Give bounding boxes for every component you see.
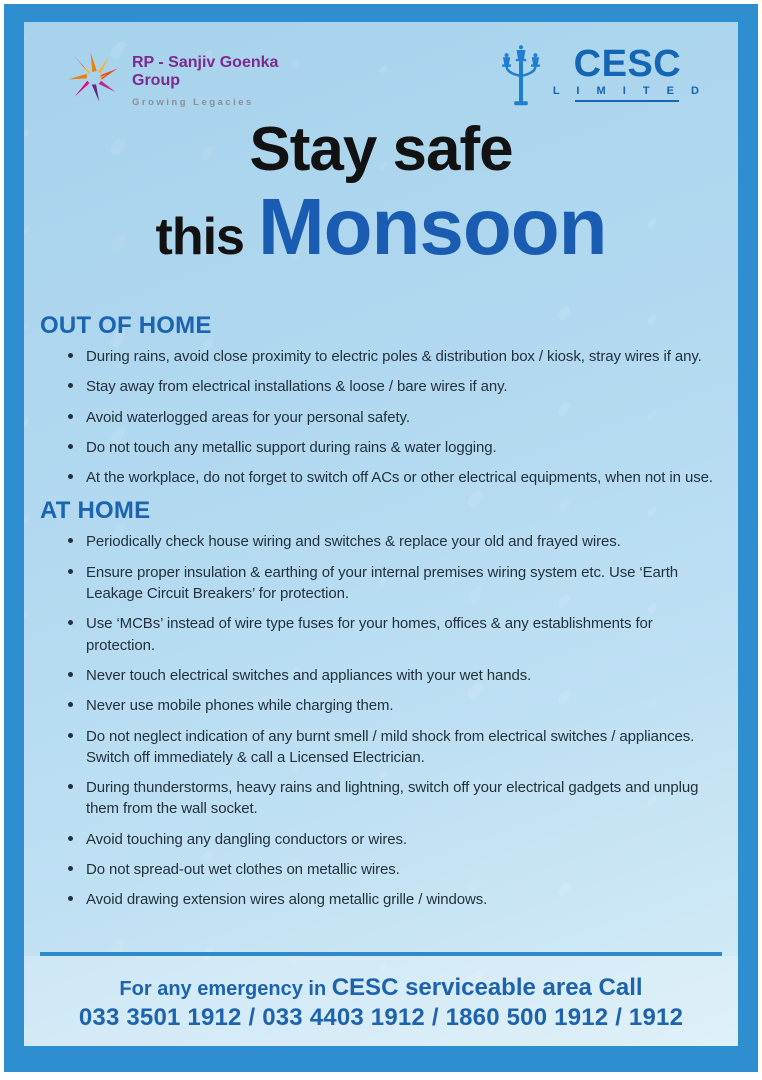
list-item: Avoid drawing extension wires along metallic grille / windows. bbox=[40, 889, 724, 910]
title-line2 bbox=[24, 181, 738, 273]
out-of-home-list bbox=[40, 346, 724, 488]
rpsg-tagline: Growing Legacies bbox=[132, 96, 254, 108]
cesc-logo-text bbox=[549, 44, 706, 102]
title-this: this bbox=[155, 208, 244, 266]
cesc-wordmark: CESC bbox=[573, 43, 682, 85]
raindrop-icon bbox=[24, 417, 31, 427]
list-item: Periodically check house wiring and switches & replace your old and frayed wires. bbox=[40, 531, 724, 552]
at-home-list bbox=[40, 531, 724, 910]
section-heading-out-of-home: OUT OF HOME bbox=[40, 312, 212, 339]
footer-divider bbox=[40, 952, 722, 956]
cesc-underline bbox=[575, 100, 679, 102]
list-item: During thunderstorms, heavy rains and lightning, switch off your electrical gadgets and unplug them from the wall socket. bbox=[40, 777, 724, 820]
raindrop-icon bbox=[24, 513, 31, 523]
rpsg-group-name bbox=[132, 46, 278, 90]
list-item: Avoid waterlogged areas for your personal safety. bbox=[40, 407, 724, 428]
rpsg-name-line2: Group bbox=[132, 71, 180, 89]
list-item: Stay away from electrical installations & loose / bare wires if any. bbox=[40, 376, 724, 397]
rpsg-group-text bbox=[132, 46, 278, 108]
section-heading-at-home: AT HOME bbox=[40, 497, 151, 525]
list-item: At the workplace, do not forget to switch off ACs or other electrical equipments, when not in use. bbox=[40, 467, 724, 488]
raindrop-icon bbox=[24, 609, 31, 619]
list-item: Avoid touching any dangling conductors or wires. bbox=[40, 829, 724, 850]
raindrop-icon bbox=[24, 320, 31, 330]
emergency-footer bbox=[24, 974, 738, 1032]
list-item: During rains, avoid close proximity to electric poles & distribution box / kiosk, stray wires if any. bbox=[40, 346, 724, 367]
list-item: Do not neglect indication of any burnt smell / mild shock from electrical switches / appliances. Switch off immediately & call a Licensed Electrician. bbox=[40, 726, 724, 769]
starburst-icon bbox=[62, 46, 124, 108]
raindrop-icon bbox=[24, 32, 31, 42]
list-item: Do not touch any metallic support during rains & water logging. bbox=[40, 437, 724, 458]
list-item: Use ‘MCBs’ instead of wire type fuses for your homes, offices & any establishments for protection. bbox=[40, 613, 724, 656]
safety-sections bbox=[40, 304, 724, 920]
cesc-logo bbox=[497, 44, 706, 108]
poster-header bbox=[42, 44, 720, 124]
poster-title bbox=[24, 114, 738, 273]
rpsg-group-logo bbox=[62, 46, 278, 108]
poster-content bbox=[24, 22, 738, 1046]
emergency-call-line bbox=[24, 974, 738, 1002]
title-monsoon: Monsoon bbox=[257, 182, 607, 271]
emergency-call-prefix: For any emergency in bbox=[119, 978, 332, 1000]
list-item: Never touch electrical switches and appliances with your wet hands. bbox=[40, 665, 724, 686]
title-line1: Stay safe bbox=[249, 115, 513, 184]
list-item: Never use mobile phones while charging them. bbox=[40, 695, 724, 716]
cesc-limited-label: L I M I T E D bbox=[552, 85, 706, 98]
rpsg-name-line1: RP - Sanjiv Goenka bbox=[132, 54, 279, 71]
emergency-phone-numbers: 033 3501 1912 / 033 4403 1912 / 1860 500 1912 / 1912 bbox=[78, 1004, 684, 1031]
list-item: Do not spread-out wet clothes on metallic wires. bbox=[40, 859, 724, 880]
street-lamp-icon bbox=[497, 44, 545, 108]
emergency-call-emphasis: CESC serviceable area Call bbox=[331, 974, 643, 1001]
list-item: Ensure proper insulation & earthing of your internal premises wiring system etc. Use ‘Earth Leakage Circuit Breakers’ for protection. bbox=[40, 562, 724, 605]
